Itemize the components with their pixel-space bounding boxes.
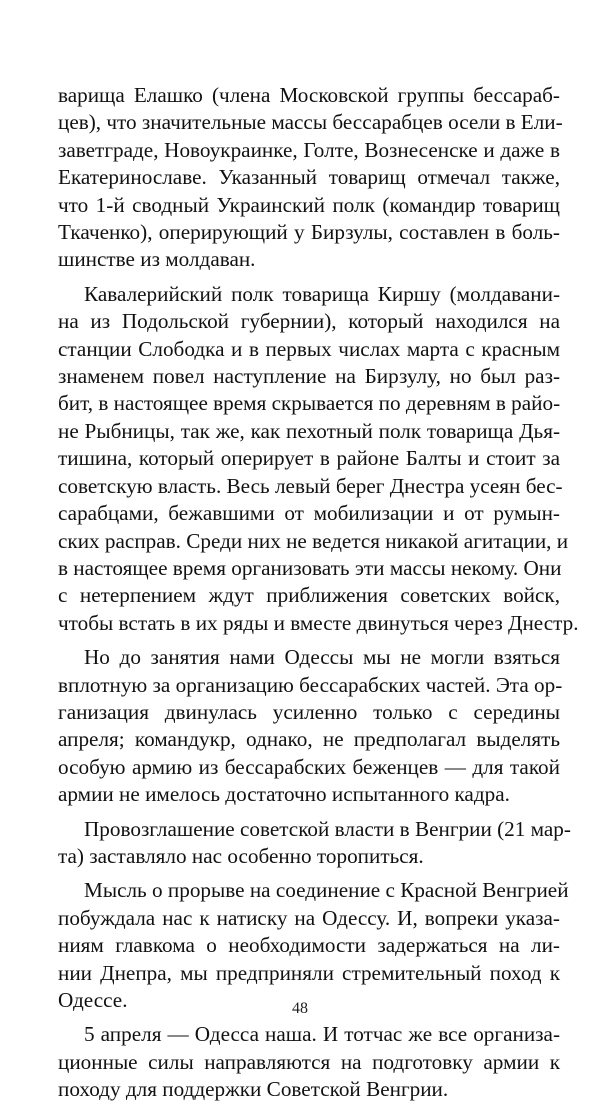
book-page-text (58, 82, 579, 1104)
text-line: на из Подольской губернии), который находился на (58, 309, 560, 334)
text-line: шинстве из молдаван. (58, 247, 256, 272)
paragraph (58, 1021, 560, 1103)
text-line: вплотную за организацию бессарабских частей. Эта ор- (58, 672, 563, 697)
paragraph (58, 816, 571, 871)
text-line: знаменем повел наступление на Бирзулу, но был раз- (58, 364, 560, 389)
text-line: Кавалерийский полк товарища Киршу (молдавани- (84, 281, 560, 306)
paragraph (58, 82, 563, 274)
text-line: Но до занятия нами Одессы мы не могли взяться (84, 645, 560, 670)
text-line: ских расправ. Среди них не ведется никакой агитации, и (58, 528, 569, 553)
text-line: Ткаченко), оперирующий у Бирзулы, составлен в боль- (58, 220, 560, 245)
text-line: чтобы встать в их ряды и вместе двинуться через Днестр. (58, 610, 579, 635)
text-line: варища Елашко (члена Московской группы бессараб- (58, 83, 560, 107)
page-number: 48 (292, 1000, 308, 1017)
text-line: апреля; командукр, однако, не предполагал выделять (58, 727, 560, 752)
text-line: цев), что значительные массы бессарабцев осели в Ели- (58, 110, 563, 135)
text-line: особую армию из бессарабских беженцев — для такой (58, 754, 560, 779)
paragraph-spacer (58, 274, 560, 281)
text-line: бит, в настоящее время скрывается по деревням в райо- (58, 391, 561, 416)
text-line: Провозглашение советской власти в Венгрии (21 мар- (84, 816, 571, 841)
text-line: Одессе. (58, 988, 128, 1012)
text-line: побуждала нас к натиску на Одессу. И, вопреки указа- (58, 905, 560, 930)
text-line: Екатеринославе. Указанный товарищ отмечал также, (58, 165, 560, 190)
text-line: та) заставляло нас особенно торопиться. (58, 843, 424, 868)
paragraph-spacer (58, 809, 560, 816)
text-line: 5 апреля — Одесса наша. И тотчас же все организа- (84, 1022, 560, 1047)
paragraph (58, 644, 563, 808)
text-line: ганизация двинулась усиленно только с середины (58, 699, 560, 724)
text-line: тишина, который оперирует в районе Балты и стоит за (58, 446, 560, 471)
text-line: не Рыбницы, так же, как пехотный полк товарища Дья- (58, 418, 560, 443)
text-line: армии не имелось достаточно испытанного кадра. (58, 782, 510, 807)
text-line: с нетерпением ждут приближения советских войск, (58, 583, 560, 608)
text-line: ционные силы направляются на подготовку армии к (58, 1049, 560, 1074)
text-line: что 1-й сводный Украинский полк (командир товарищ (58, 192, 560, 217)
paragraph-spacer (58, 870, 560, 877)
text-line: ниям главкома о необходимости задержаться на ли- (58, 933, 560, 958)
text-line: нии Днепра, мы предприняли стремительный поход к (58, 960, 560, 985)
text-line: советскую власть. Весь левый берег Днестра усеян бес- (58, 473, 563, 498)
paragraph-spacer (58, 637, 560, 644)
text-line: сарабцами, бежавшими от мобилизации и от румын- (58, 501, 560, 526)
text-line: походу для поддержки Советской Венгрии. (58, 1077, 449, 1102)
text-line: в настоящее время организовать эти массы некому. Они (58, 555, 562, 580)
paragraph (58, 877, 569, 1014)
paragraph (58, 281, 579, 637)
text-line: заветграде, Новоукраинке, Голте, Вознесенске и даже в (58, 137, 560, 162)
text-line: Мысль о прорыве на соединение с Красной Венгрией (84, 878, 569, 903)
text-line: станции Слободка и в первых числах марта с красным (58, 336, 560, 361)
